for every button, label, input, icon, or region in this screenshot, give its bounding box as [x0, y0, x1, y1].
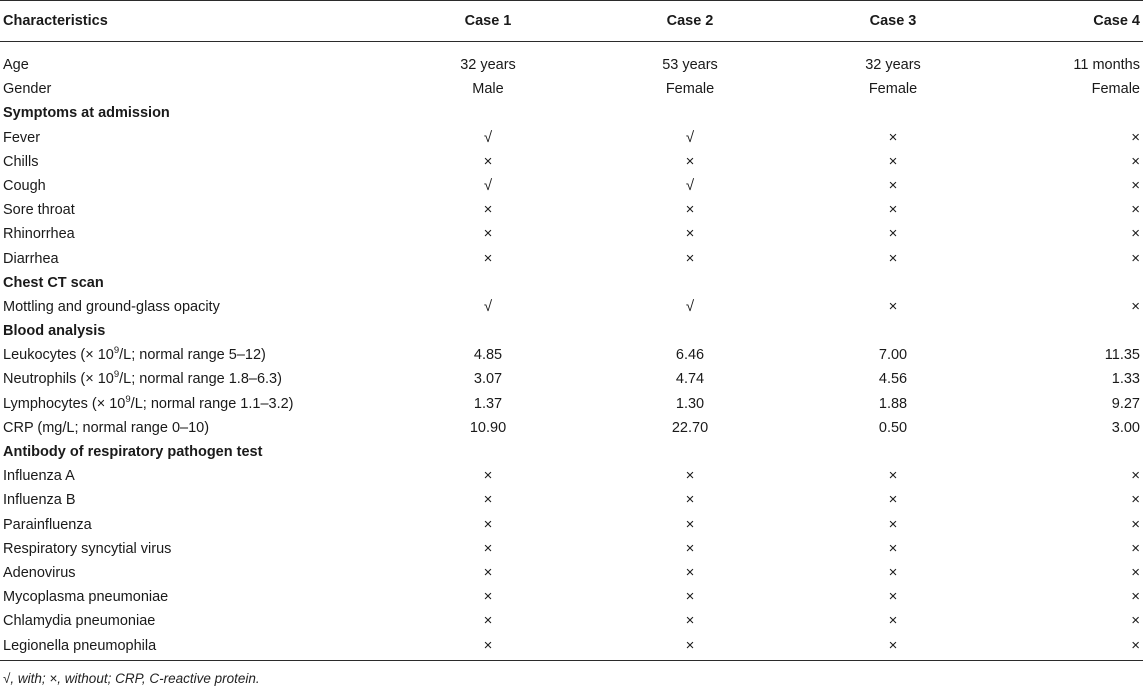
cell-case-4: ×: [1131, 152, 1140, 170]
row-label: Gender: [3, 81, 52, 98]
table-header-row: [0, 0, 1143, 42]
table-footnote: √, with; ×, without; CRP, C-reactive protein.: [3, 671, 260, 686]
row-label: CRP (mg/L; normal range 0–10): [3, 419, 210, 436]
cell-case-4: ×: [1131, 563, 1140, 581]
cell-case-4: 9.27: [1111, 395, 1140, 412]
row-label: Neutrophils (× $10^9/L$; normal range 1.8–6.3): [3, 369, 282, 388]
cell-case-4: ×: [1131, 491, 1140, 509]
row-label: Mycoplasma pneumoniae: [3, 589, 169, 606]
cell-case-4: 11.35: [1104, 347, 1140, 364]
row-label: Respiratory syncytial virus: [3, 540, 172, 557]
cell-case-1: √: [483, 176, 493, 194]
row-label: Sore throat: [3, 202, 75, 219]
cell-case-1: Male: [472, 81, 504, 98]
section-heading: Symptoms at admission: [3, 105, 170, 122]
cell-case-2: 6.46: [675, 347, 705, 364]
cell-case-3: 7.00: [878, 347, 908, 364]
cell-case-4: ×: [1131, 636, 1140, 654]
table-row-fever: [0, 126, 1143, 150]
cell-case-2: 1.30: [675, 395, 705, 412]
cell-case-1: ×: [483, 515, 493, 533]
table-row-cough: [0, 174, 1143, 198]
table-row-legionella: [0, 634, 1143, 658]
table-row-influenza-b: [0, 488, 1143, 512]
cell-case-1: ×: [483, 539, 493, 557]
cell-case-4: 11 months: [1073, 57, 1140, 73]
cell-case-3: ×: [888, 515, 898, 533]
header-case-1: Case 1: [464, 13, 512, 29]
cell-case-1: √: [483, 297, 493, 315]
cell-case-2: ×: [685, 612, 695, 630]
table-row-diarrhea: [0, 247, 1143, 271]
cell-case-1: 10.90: [469, 419, 507, 436]
table-row-parainfluenza: [0, 513, 1143, 537]
cell-case-1: 1.37: [473, 395, 503, 412]
cell-case-2: ×: [685, 636, 695, 654]
cell-case-2: ×: [685, 201, 695, 219]
table-bottom-rule: [0, 660, 1143, 661]
row-label: Legionella pneumophila: [3, 637, 157, 654]
cell-case-2: √: [685, 297, 695, 315]
cell-case-3: ×: [888, 201, 898, 219]
section-row-symptoms: [0, 101, 1143, 125]
cell-case-3: ×: [888, 128, 898, 146]
cell-case-2: 4.74: [675, 371, 705, 388]
cell-case-1: 3.07: [473, 371, 503, 388]
cell-case-4: ×: [1131, 225, 1140, 243]
cell-case-4: ×: [1131, 297, 1140, 315]
cell-case-3: ×: [888, 491, 898, 509]
cell-case-3: 32 years: [865, 57, 921, 73]
cell-case-4: ×: [1131, 539, 1140, 557]
cell-case-2: ×: [685, 467, 695, 485]
cell-case-2: ×: [685, 152, 695, 170]
cell-case-1: ×: [483, 588, 493, 606]
table-row-gender: [0, 77, 1143, 101]
cell-case-3: ×: [888, 152, 898, 170]
cell-case-1: ×: [483, 636, 493, 654]
cell-case-3: ×: [888, 612, 898, 630]
cell-case-3: ×: [888, 539, 898, 557]
cell-case-4: ×: [1131, 588, 1140, 606]
section-row-blood-analysis: [0, 319, 1143, 343]
row-label: Fever: [3, 129, 41, 146]
cell-case-4: 3.00: [1111, 419, 1140, 436]
cell-case-1: ×: [483, 225, 493, 243]
cell-case-3: 4.56: [878, 371, 908, 388]
cell-case-1: ×: [483, 563, 493, 581]
table-row-influenza-a: [0, 464, 1143, 488]
cell-case-2: √: [685, 128, 695, 146]
row-label: Diarrhea: [3, 250, 59, 267]
cell-case-2: ×: [685, 515, 695, 533]
table-row-chills: [0, 150, 1143, 174]
cell-case-2: ×: [685, 225, 695, 243]
cell-case-4: ×: [1131, 176, 1140, 194]
table-row-chlamydia: [0, 609, 1143, 633]
header-case-3: Case 3: [869, 13, 917, 29]
row-label: Rhinorrhea: [3, 226, 75, 243]
cell-case-1: √: [483, 128, 493, 146]
cell-case-1: 32 years: [460, 57, 516, 73]
cell-case-1: 4.85: [473, 347, 503, 364]
cell-case-3: Female: [868, 81, 918, 98]
cell-case-3: 0.50: [878, 419, 908, 436]
cell-case-1: ×: [483, 249, 493, 267]
table-row-rhinorrhea: [0, 222, 1143, 246]
table-row-crp: [0, 416, 1143, 440]
section-heading: Blood analysis: [3, 323, 106, 340]
cell-case-3: ×: [888, 467, 898, 485]
table-row-leukocytes: [0, 343, 1143, 367]
cell-case-4: ×: [1131, 612, 1140, 630]
cell-case-2: ×: [685, 491, 695, 509]
cell-case-1: ×: [483, 491, 493, 509]
cell-case-2: √: [685, 176, 695, 194]
table-row-lymphocytes: [0, 392, 1143, 416]
table-row-rsv: [0, 537, 1143, 561]
table-row-mycoplasma: [0, 585, 1143, 609]
section-row-chest-ct: [0, 271, 1143, 295]
row-label: Age: [3, 57, 29, 73]
cell-case-1: ×: [483, 152, 493, 170]
section-row-antibody: [0, 440, 1143, 464]
cell-case-3: ×: [888, 588, 898, 606]
cell-case-2: ×: [685, 588, 695, 606]
cell-case-4: ×: [1131, 249, 1140, 267]
cell-case-2: ×: [685, 249, 695, 267]
table-row-mottling: [0, 295, 1143, 319]
row-label: Adenovirus: [3, 564, 76, 581]
cell-case-3: ×: [888, 176, 898, 194]
cell-case-2: 53 years: [662, 57, 718, 73]
cell-case-2: Female: [665, 81, 715, 98]
cell-case-3: ×: [888, 225, 898, 243]
header-case-4: Case 4: [1093, 13, 1140, 29]
table-row-age: [0, 53, 1143, 77]
row-label: Chlamydia pneumoniae: [3, 613, 156, 630]
row-label: Chills: [3, 153, 39, 170]
table-row-neutrophils: [0, 367, 1143, 391]
header-characteristics: Characteristics: [3, 13, 108, 29]
cell-case-4: ×: [1131, 128, 1140, 146]
section-heading: Antibody of respiratory pathogen test: [3, 444, 263, 460]
cell-case-3: ×: [888, 563, 898, 581]
row-label: Parainfluenza: [3, 516, 92, 533]
cell-case-2: ×: [685, 563, 695, 581]
cell-case-4: ×: [1131, 467, 1140, 485]
row-label: Mottling and ground-glass opacity: [3, 298, 220, 315]
cell-case-3: ×: [888, 249, 898, 267]
cell-case-3: ×: [888, 636, 898, 654]
row-label: Lymphocytes (× $10^9/L$; normal range 1.1–3.2): [3, 393, 294, 412]
cell-case-2: ×: [685, 539, 695, 557]
cell-case-3: ×: [888, 297, 898, 315]
cell-case-2: 22.70: [671, 419, 709, 436]
section-heading: Chest CT scan: [3, 274, 104, 291]
cell-case-4: ×: [1131, 515, 1140, 533]
cell-case-1: ×: [483, 467, 493, 485]
row-label: Influenza B: [3, 492, 76, 509]
row-label: Leukocytes (× $10^9/L$; normal range 5–12): [3, 345, 266, 364]
cell-case-3: 1.88: [878, 395, 908, 412]
cell-case-4: Female: [1091, 81, 1140, 98]
row-label: Influenza A: [3, 468, 75, 485]
cell-case-4: 1.33: [1111, 371, 1140, 388]
table-row-adenovirus: [0, 561, 1143, 585]
header-case-2: Case 2: [666, 13, 714, 29]
cell-case-1: ×: [483, 612, 493, 630]
cell-case-4: ×: [1131, 201, 1140, 219]
table-row-sore-throat: [0, 198, 1143, 222]
cell-case-1: ×: [483, 201, 493, 219]
row-label: Cough: [3, 177, 46, 194]
